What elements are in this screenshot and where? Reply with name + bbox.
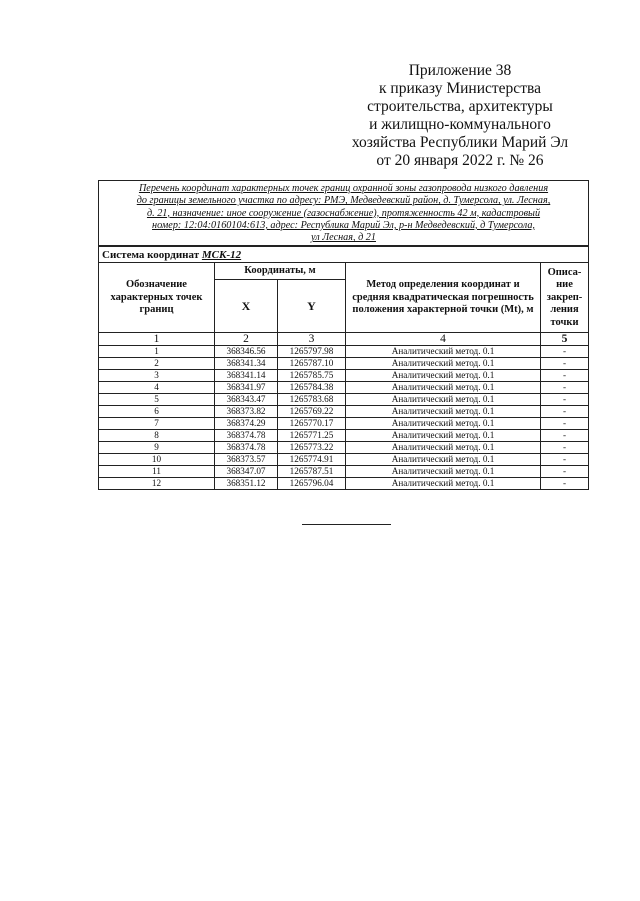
cell-point-number: 6 <box>99 406 215 418</box>
cell-point-number: 2 <box>99 358 215 370</box>
title-line: ул Лесная, д 21 <box>311 232 376 244</box>
table-title <box>99 181 589 247</box>
table-row <box>99 442 589 454</box>
header-y: Y <box>278 280 346 333</box>
cell-method: Аналитический метод. 0.1 <box>346 394 541 406</box>
cell-method: Аналитический метод. 0.1 <box>346 370 541 382</box>
cell-point-number: 11 <box>99 466 215 478</box>
cell-method: Аналитический метод. 0.1 <box>346 478 541 490</box>
cell-point-number: 10 <box>99 454 215 466</box>
table-row <box>99 382 589 394</box>
cell-y: 1265787.51 <box>278 466 346 478</box>
header-line: строительства, архитектуры <box>367 98 553 115</box>
cell-method: Аналитический метод. 0.1 <box>346 454 541 466</box>
header-line: от 20 января 2022 г. № 26 <box>376 152 544 169</box>
cell-description: - <box>541 346 589 358</box>
coordinate-system-row <box>99 246 589 263</box>
cell-y: 1265785.75 <box>278 370 346 382</box>
cell-method: Аналитический метод. 0.1 <box>346 358 541 370</box>
column-numbers-row <box>99 333 589 346</box>
cell-x: 368346.56 <box>215 346 278 358</box>
table-row <box>99 370 589 382</box>
cell-y: 1265796.04 <box>278 478 346 490</box>
header-row <box>99 263 589 280</box>
cell-description: - <box>541 418 589 430</box>
cell-x: 368373.82 <box>215 406 278 418</box>
cell-y: 1265769.22 <box>278 406 346 418</box>
cell-method: Аналитический метод. 0.1 <box>346 382 541 394</box>
cell-description: - <box>541 442 589 454</box>
cell-description: - <box>541 406 589 418</box>
closing-rule <box>302 524 391 525</box>
cell-method: Аналитический метод. 0.1 <box>346 406 541 418</box>
cell-method: Аналитический метод. 0.1 <box>346 346 541 358</box>
table-row <box>99 406 589 418</box>
cell-x: 368374.78 <box>215 442 278 454</box>
table-row <box>99 358 589 370</box>
cell-point-number: 4 <box>99 382 215 394</box>
header-line: к приказу Министерства <box>379 80 541 97</box>
table-title-row <box>99 181 589 247</box>
cell-point-number: 8 <box>99 430 215 442</box>
cell-point-number: 9 <box>99 442 215 454</box>
column-number: 1 <box>99 333 215 346</box>
header-line: хозяйства Республики Марий Эл <box>351 134 569 151</box>
cell-point-number: 12 <box>99 478 215 490</box>
cell-description: - <box>541 370 589 382</box>
cell-x: 368351.12 <box>215 478 278 490</box>
coordinate-system <box>99 246 589 263</box>
cell-description: - <box>541 454 589 466</box>
coordinate-system-value: МСК-12 <box>201 248 242 261</box>
cell-y: 1265771.25 <box>278 430 346 442</box>
header-line: и жилищно-коммунального <box>369 116 551 133</box>
title-line: д. 21, назначение: иное сооружение (газоснабжение), протяженность 42 м, кадастровый <box>146 207 541 219</box>
cell-point-number: 5 <box>99 394 215 406</box>
column-number: 4 <box>346 333 541 346</box>
cell-description: - <box>541 466 589 478</box>
header-description: Описа-ние закреп-ления точки <box>541 263 589 333</box>
cell-y: 1265784.38 <box>278 382 346 394</box>
column-number: 2 <box>215 333 278 346</box>
cell-method: Аналитический метод. 0.1 <box>346 418 541 430</box>
coordinate-system-label: Система координат <box>102 248 200 261</box>
column-number: 5 <box>541 333 589 346</box>
coordinates-table <box>98 180 589 490</box>
cell-point-number: 7 <box>99 418 215 430</box>
cell-description: - <box>541 478 589 490</box>
cell-x: 368347.07 <box>215 466 278 478</box>
appendix-header <box>335 62 585 170</box>
cell-y: 1265783.68 <box>278 394 346 406</box>
cell-x: 368343.47 <box>215 394 278 406</box>
cell-point-number: 3 <box>99 370 215 382</box>
cell-x: 368374.78 <box>215 430 278 442</box>
title-line: Перечень координат характерных точек границ охранной зоны газопровода низкого давления <box>138 183 549 194</box>
header-coordinates: Координаты, м <box>215 263 346 280</box>
cell-y: 1265797.98 <box>278 346 346 358</box>
cell-point-number: 1 <box>99 346 215 358</box>
cell-y: 1265770.17 <box>278 418 346 430</box>
cell-description: - <box>541 430 589 442</box>
cell-x: 368374.29 <box>215 418 278 430</box>
column-number: 3 <box>278 333 346 346</box>
cell-description: - <box>541 358 589 370</box>
table-row <box>99 418 589 430</box>
table-row <box>99 346 589 358</box>
table-row <box>99 454 589 466</box>
cell-x: 368341.97 <box>215 382 278 394</box>
cell-method: Аналитический метод. 0.1 <box>346 466 541 478</box>
cell-description: - <box>541 394 589 406</box>
cell-method: Аналитический метод. 0.1 <box>346 430 541 442</box>
cell-x: 368341.34 <box>215 358 278 370</box>
header-line: Приложение 38 <box>408 62 512 79</box>
cell-x: 368373.57 <box>215 454 278 466</box>
title-line: номер: 12:04:0160104:613, адрес: Республика Марий Эл, р-н Медведевский, д Тумерсола, <box>152 219 535 231</box>
cell-y: 1265774.91 <box>278 454 346 466</box>
header-method: Метод определения координат и средняя квадратическая погрешность положения характерной точки (Mt), м <box>346 263 541 333</box>
header-x: X <box>215 280 278 333</box>
cell-y: 1265773.22 <box>278 442 346 454</box>
table-row <box>99 466 589 478</box>
cell-y: 1265787.10 <box>278 358 346 370</box>
table-row <box>99 394 589 406</box>
title-line: до границы земельного участка по адресу: РМЭ, Медведевский район, д. Тумерсола, ул. Лесная, <box>136 195 551 207</box>
cell-method: Аналитический метод. 0.1 <box>346 442 541 454</box>
table-row <box>99 430 589 442</box>
header-point: Обозначение характерных точек границ <box>99 263 215 333</box>
cell-description: - <box>541 382 589 394</box>
cell-x: 368341.14 <box>215 370 278 382</box>
table-row <box>99 478 589 490</box>
